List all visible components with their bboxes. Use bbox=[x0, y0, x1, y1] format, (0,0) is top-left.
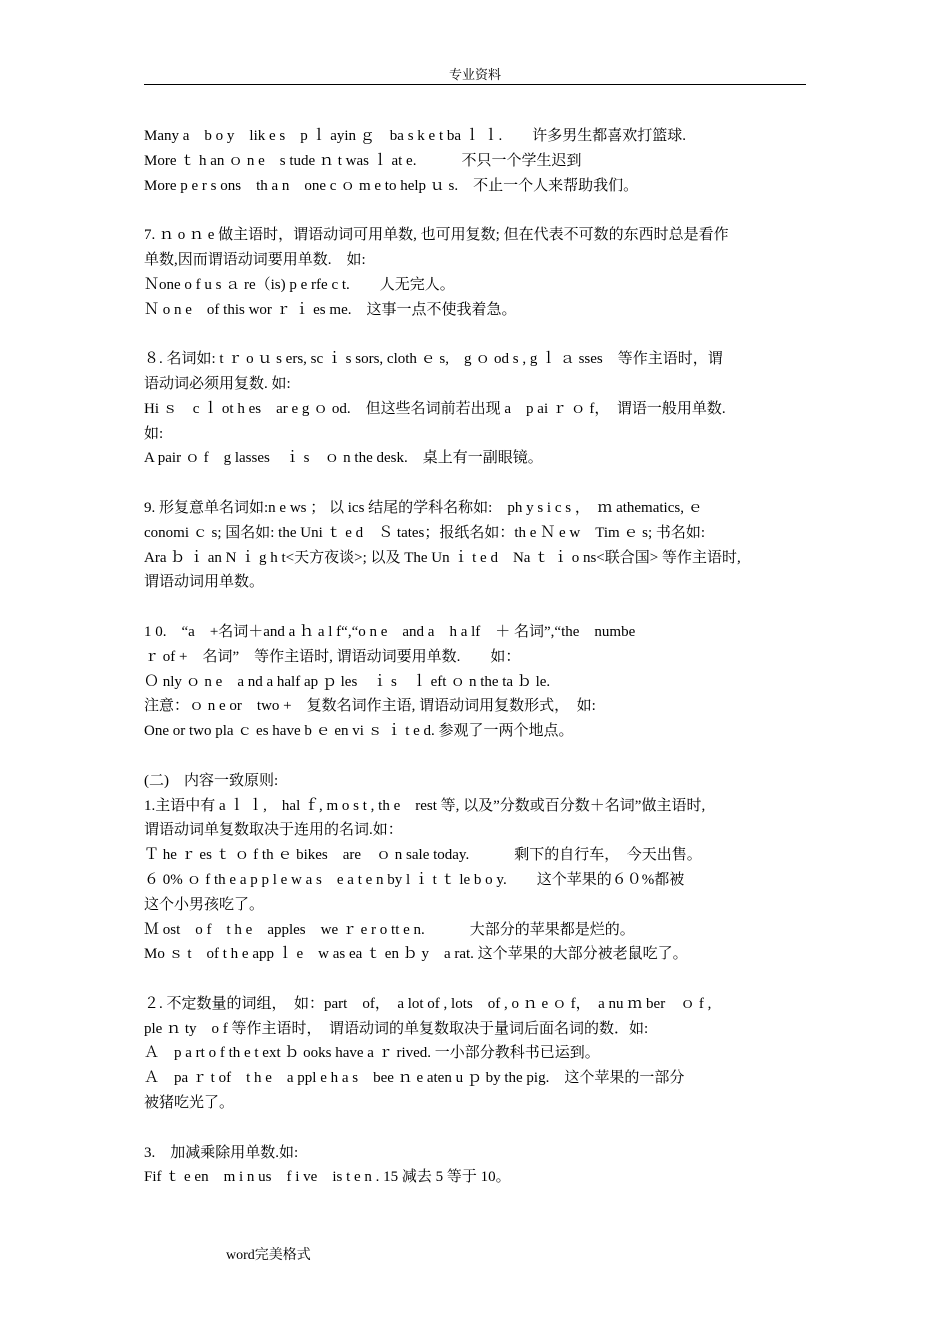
text-line: 谓语动词单复数取决于连用的名词.如： bbox=[144, 822, 403, 839]
paragraph-gap bbox=[144, 198, 810, 223]
page-header: 专业资料 bbox=[448, 67, 501, 82]
text-line: More ｔ h an ｏ n e s tude ｎ t was ｌ at e. 不只一个学生迟到 bbox=[144, 152, 582, 169]
text-line: 谓语动词用单数。 bbox=[144, 574, 265, 591]
text-line: Mo ｓ t of t h e app ｌ e w as ea ｔ en ｂ y a rat. 这个苹果的大部分被老鼠吃了。 bbox=[144, 946, 688, 963]
text-line: Ｔ he ｒ es ｔ ｏ f th ｅ bikes are ｏ n sale today. 剩下的自行车， 今天出售。 bbox=[144, 847, 702, 864]
paragraph-gap bbox=[144, 595, 810, 620]
text-line: 9. 形复意单名词如:n e ws ； 以 ics 结尾的学科名称如: ph y s i c s ， ｍ athematics, ｅ bbox=[144, 499, 703, 516]
text-line: A pair ｏ f g lasses ｉ s ｏ n the desk. 桌上有一副眼镜。 bbox=[144, 450, 543, 467]
text-line: 注意：ｏ n e or two + 复数名词作主语, 谓语动词用复数形式， 如: bbox=[144, 698, 596, 715]
text-line: 1.主语中有 a ｌ ｌ, hal ｆ, m o s t , th e rest 等, 以及”分数或百分数＋名词”做主语时, bbox=[144, 797, 706, 814]
text-line: Fif ｔ e en m i n us f i ve is t e n . 15 减去 5 等于 10。 bbox=[144, 1169, 511, 1186]
text-line: conomi ｃ s; 国名如: the Uni ｔ e d Ｓ tates；报纸名如：th e Ｎ e w Tim ｅ s; 书名如: bbox=[144, 524, 706, 541]
text-line: Ｏ nly ｏ n e a nd a half ap ｐ les ｉ s ｌ eft ｏ n the ta ｂ le. bbox=[144, 673, 551, 690]
text-line: Ara ｂ ｉ an N ｉ g h t<天方夜谈>; 以及 The Un ｉ t e d Na ｔ ｉ o ns<联合国> 等作主语时, bbox=[144, 549, 741, 566]
text-line: 3. 加减乘除用单数.如: bbox=[144, 1144, 299, 1161]
text-line: Ｎ o n e of this wor ｒ ｉ es me. 这事一点不使我着急。 bbox=[144, 301, 517, 318]
paragraph-gap bbox=[144, 967, 810, 992]
text-line: 如: bbox=[144, 425, 164, 442]
paragraph-gap bbox=[144, 322, 810, 347]
header-divider bbox=[144, 84, 806, 85]
text-line: Ｍ ost o f t h e apples we ｒ e r o tt e n. 大部分的苹果都是烂的。 bbox=[144, 921, 635, 938]
text-line: ｒ of + 名词” 等作主语时, 谓语动词要用单数. 如： bbox=[144, 648, 521, 665]
text-line: One or two pla ｃ es have b ｅ en vi ｓ ｉ t e d. 参观了一两个地点。 bbox=[144, 723, 574, 740]
text-line: ple ｎ ty o f 等作主语时， 谓语动词的单复数取决于量词后面名词的数．如: bbox=[144, 1020, 649, 1037]
document-body bbox=[144, 124, 810, 1190]
text-line: 1 0. “a +名词＋and a ｈ a l f“,“o n e and a h a lf ＋ 名词”,“the numbe bbox=[144, 623, 636, 640]
text-line: Many a b o y lik e s p ｌ ayin ｇ ba s k e t ba ｌ ｌ. 许多男生都喜欢打篮球. bbox=[144, 128, 687, 144]
text-line: 被猪吃光了。 bbox=[144, 1095, 235, 1112]
text-line: More p e r s ons th a n one c ｏ m e to help ｕ s. 不止一个人来帮助我们。 bbox=[144, 177, 639, 194]
paragraph-gap bbox=[144, 744, 810, 769]
text-line: Ａ p a rt o f th e t ext ｂ ooks have a ｒ rived. 一小部分教科书已运到。 bbox=[144, 1045, 600, 1062]
text-line: ６ 0% ｏ f th e a p p l e w a s e a t e n by l ｉ t ｔ le b o y. 这个苹果的６０%都被 bbox=[144, 871, 685, 888]
text-line: 单数,因而谓语动词要用单数. 如: bbox=[144, 251, 366, 268]
page-footer: word完美格式 bbox=[226, 1248, 311, 1263]
paragraph-gap bbox=[144, 471, 810, 496]
text-line: Hi ｓ c ｌ ot h es ar e g ｏ od. 但这些名词前若出现 a p ai ｒ ｏ f， 谓语一般用单数. bbox=[144, 400, 726, 417]
text-line: 7. ｎ o ｎ e 做主语时，谓语动词可用单数, 也可用复数; 但在代表不可数的东西时总是看作 bbox=[144, 227, 729, 244]
text-line: ８. 名词如: t ｒ o ｕ s ers, sc ｉ s sors, cloth ｅ s, g ｏ od s , g ｌ ａ sses 等作主语时，谓 bbox=[144, 351, 723, 368]
text-line: 语动词必须用复数. 如: bbox=[144, 375, 291, 392]
text-line: Ａ pa ｒ t of t h e a ppl e h a s bee ｎ e aten u ｐ by the pig. 这个苹果的一部分 bbox=[144, 1070, 685, 1087]
text-line: 这个小男孩吃了。 bbox=[144, 896, 265, 913]
text-line: Ｎone o f u s ａ re（is) p e rfe c t. 人无完人。 bbox=[144, 276, 455, 293]
text-line: ２. 不定数量的词组， 如：part of， a lot of , lots of , o ｎ e ｏ f， a nu ｍ ber ｏ f , bbox=[144, 995, 712, 1012]
paragraph-gap bbox=[144, 1116, 810, 1141]
text-line: (二) 内容一致原则: bbox=[144, 772, 279, 789]
